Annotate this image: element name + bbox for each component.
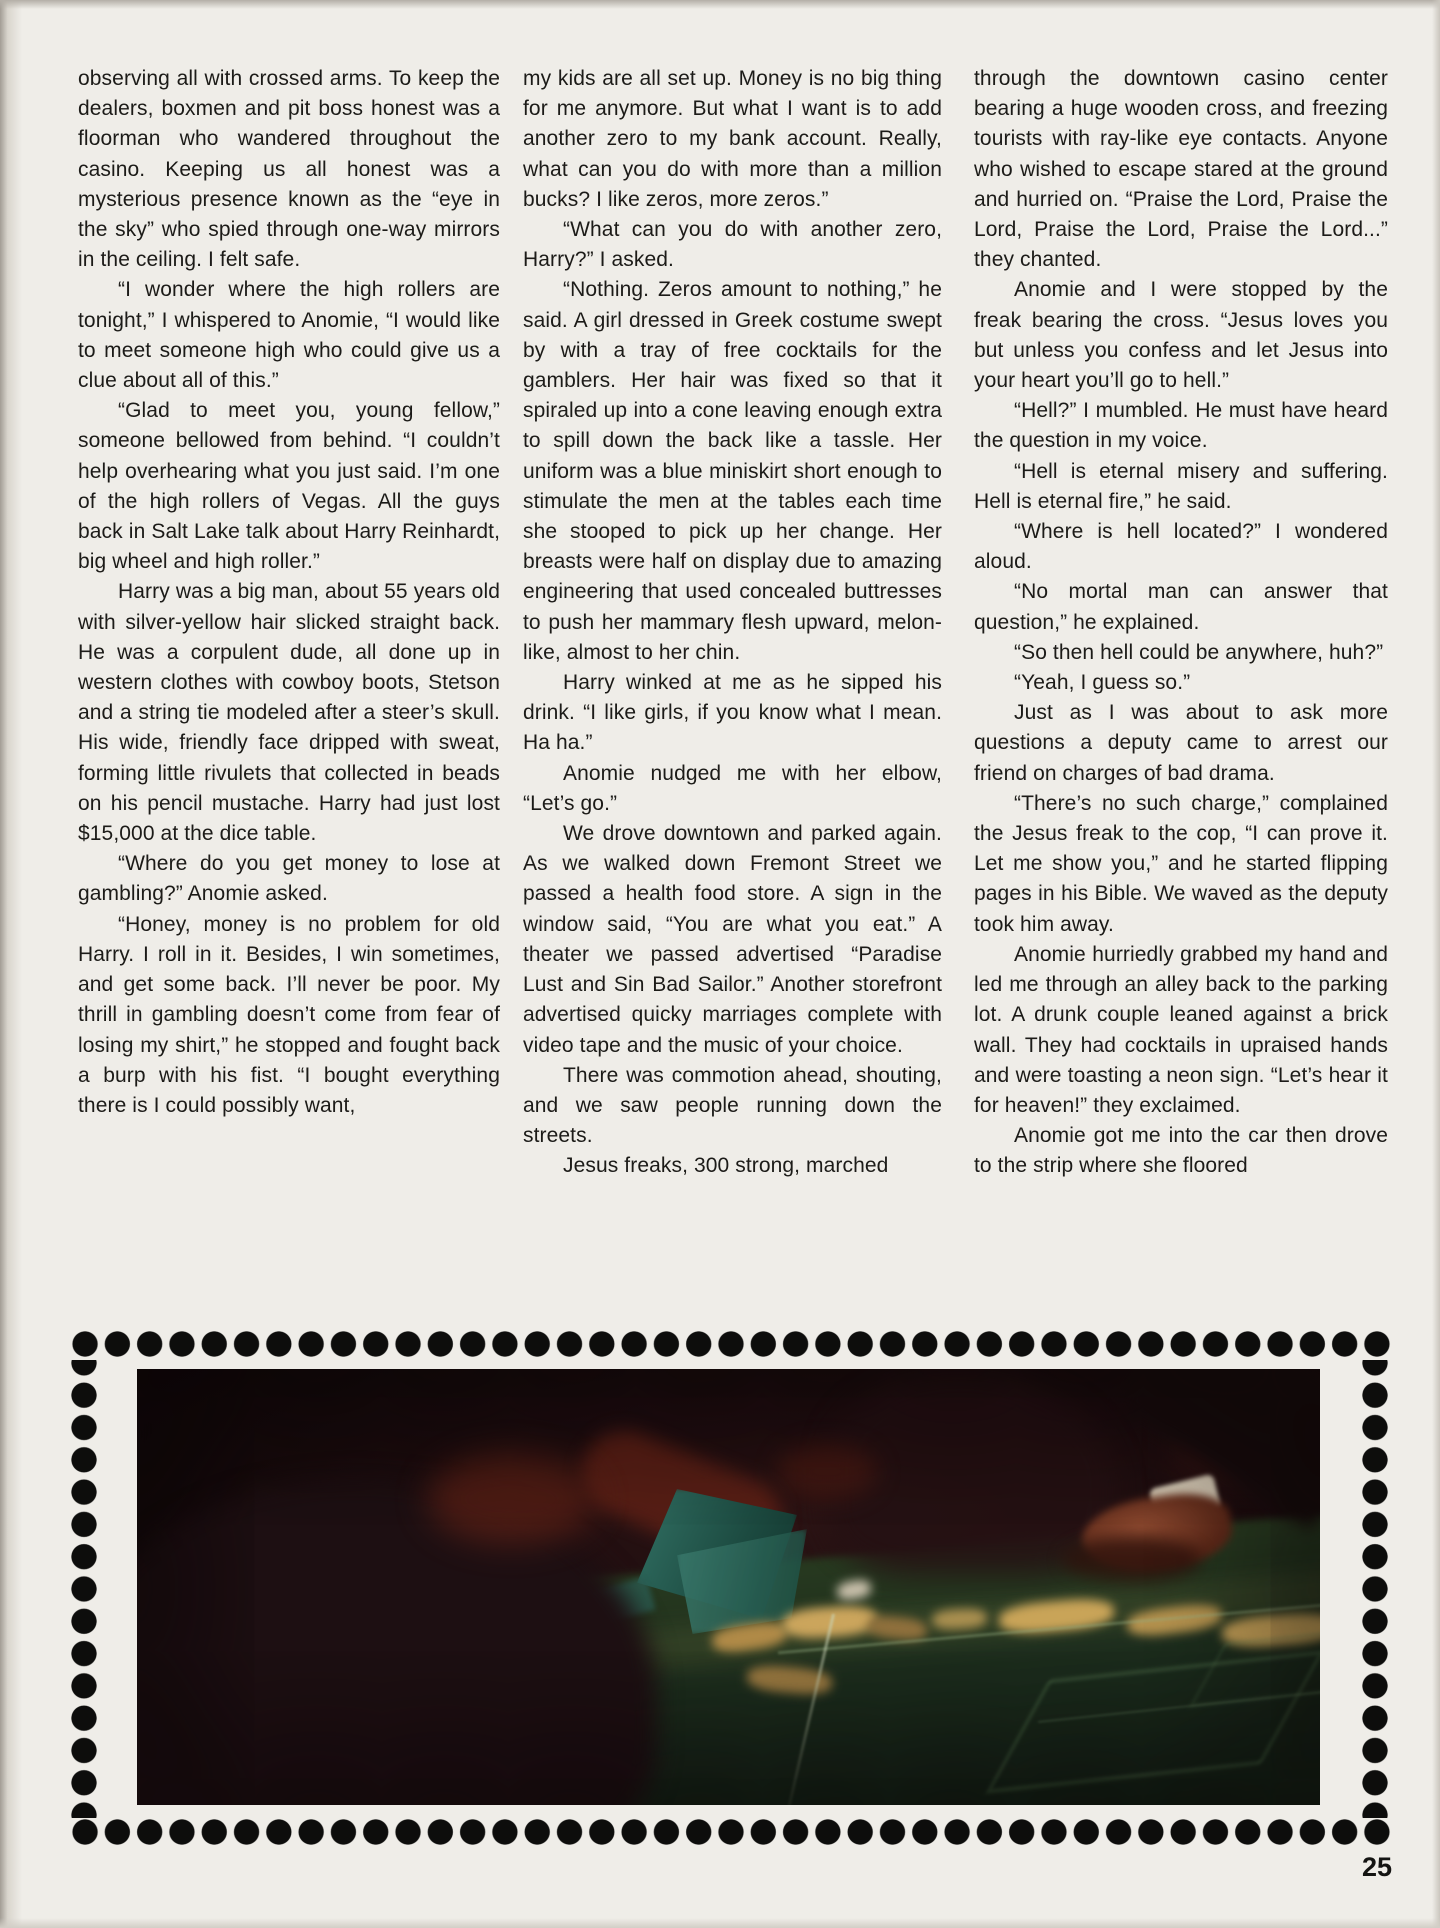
photo-vignette — [137, 1369, 1320, 1805]
dot-border-left — [70, 1360, 98, 1818]
paragraph: observing all with crossed arms. To keep the dealers, boxmen and pit boss honest was a floorman who wandered throughout the casino. Keeping us all honest was a mysterious presence known as the “eye in the sky” who spied through one-way mirrors in the ceiling. I felt safe. — [78, 67, 500, 272]
dot-border-top — [70, 1330, 1392, 1358]
paragraph: “Where do you get money to lose at gambling?” Anomie asked. — [78, 852, 500, 906]
paragraph: my kids are all set up. Money is no big thing for me anymore. But what I want is to add another zero to my bank account. Really, what can you do with more than a million bucks? I like zeros, more zeros.” — [523, 67, 942, 211]
paragraph: “No mortal man can answer that question,” he explained. — [974, 580, 1388, 634]
paragraph: “Glad to meet you, young fellow,” someone bellowed from behind. “I couldn’t help overhearing what you just said. I’m one of the high rollers of Vegas. All the guys back in Salt Lake talk about Harry Reinhardt, big wheel and high roller.” — [78, 399, 500, 574]
paragraph: “So then hell could be anywhere, huh?” — [1014, 640, 1384, 664]
casino-table-photo — [137, 1369, 1320, 1805]
paragraph: “Yeah, I guess so.” — [1014, 671, 1191, 695]
paragraph: Anomie got me into the car then drove to the strip where she floored — [974, 1124, 1388, 1178]
paragraph: “There’s no such charge,” complained the Jesus freak to the cop, “I can prove it. Let me show you,” and he started flipping pages in his Bible. We waved as the deputy took him away. — [974, 791, 1388, 936]
paragraph: “Nothing. Zeros amount to nothing,” he said. A girl dressed in Greek costume swept by with a tray of free cocktails for the gamblers. Her hair was fixed so that it spiraled up into a cone leaving enough extra to spill down the back like a tassle. Her uniform was a blue miniskirt short enough to stimulate the men at the tables each time she stooped to pick up her change. Her breasts were half on display due to amazing engineering that used concealed buttresses to push her mammary flesh upward, melon-like, almost to her chin. — [523, 278, 942, 664]
paragraph: “Hell is eternal misery and suffering. Hell is eternal fire,” he said. — [974, 459, 1388, 513]
paragraph: “Honey, money is no problem for old Harry. I roll in it. Besides, I win sometimes, and get some back. I’ll never be poor. My thrill in gambling doesn’t come from fear of losing my shirt,” he stopped and fought back a burp with his fist. “I bought everything there is I could possibly want, — [78, 912, 500, 1117]
page-number: 25 — [1361, 1852, 1392, 1882]
scan-edge-left — [0, 0, 22, 1928]
paragraph: Anomie and I were stopped by the freak bearing the cross. “Jesus loves you but unless you confess and let Jesus into your heart you’ll go to hell.” — [974, 278, 1388, 393]
text-column-left — [78, 64, 500, 1121]
paragraph: “What can you do with another zero, Harry?” I asked. — [523, 218, 942, 272]
paragraph: We drove downtown and parked again. As we walked down Fremont Street we passed a health food store. A sign in the window said, “You are what you eat.” A theater we passed advertised “Paradise Lust and Sin Bad Sailor.” Another storefront advertised quicky marriages complete with video tape and the music of your choice. — [523, 822, 942, 1057]
scan-edge-top — [0, 0, 1440, 9]
dot-border-bottom — [70, 1818, 1392, 1846]
paragraph: Just as I was about to ask more questions a deputy came to arrest our friend on charges of bad drama. — [974, 701, 1388, 785]
paragraph: Anomie hurriedly grabbed my hand and led me through an alley back to the parking lot. A drunk couple leaned against a brick wall. They had cocktails in upraised hands and were toasting a neon sign. “Let’s hear it for heaven!” they exclaimed. — [974, 942, 1388, 1117]
text-column-right — [974, 64, 1388, 1182]
paragraph: Jesus freaks, 300 strong, marched — [563, 1154, 889, 1178]
paragraph: “Where is hell located?” I wondered aloud. — [974, 520, 1388, 574]
dot-border-right — [1361, 1360, 1389, 1818]
scan-edge-right — [1432, 0, 1440, 1928]
paragraph: There was commotion ahead, shouting, and we saw people running down the streets. — [523, 1063, 942, 1148]
paragraph: Anomie nudged me with her elbow, “Let’s go.” — [523, 761, 942, 815]
paragraph: Harry winked at me as he sipped his drink. “I like girls, if you know what I mean. Ha ha.” — [523, 671, 942, 755]
scan-edge-bottom — [0, 1918, 1440, 1928]
text-column-middle — [523, 64, 942, 1182]
paragraph: through the downtown casino center bearing a huge wooden cross, and freezing tourists with ray-like eye contacts. Anyone who wished to escape stared at the ground and hurried on. “Praise the Lord, Praise the Lord, Praise the Lord, Praise the Lord...” they chanted. — [974, 67, 1388, 272]
paragraph: Harry was a big man, about 55 years old with silver-yellow hair slicked straight back. He was a corpulent dude, all done up in western clothes with cowboy boots, Stetson and a string tie modeled after a steer’s skull. His wide, friendly face dripped with sweat, forming little rivulets that collected in beads on his pencil mustache. Harry had just lost $15,000 at the dice table. — [78, 580, 500, 846]
paragraph: “I wonder where the high rollers are tonight,” I whispered to Anomie, “I would like to meet someone high who could give us a clue about all of this.” — [78, 278, 500, 393]
paragraph: “Hell?” I mumbled. He must have heard the question in my voice. — [974, 399, 1388, 453]
